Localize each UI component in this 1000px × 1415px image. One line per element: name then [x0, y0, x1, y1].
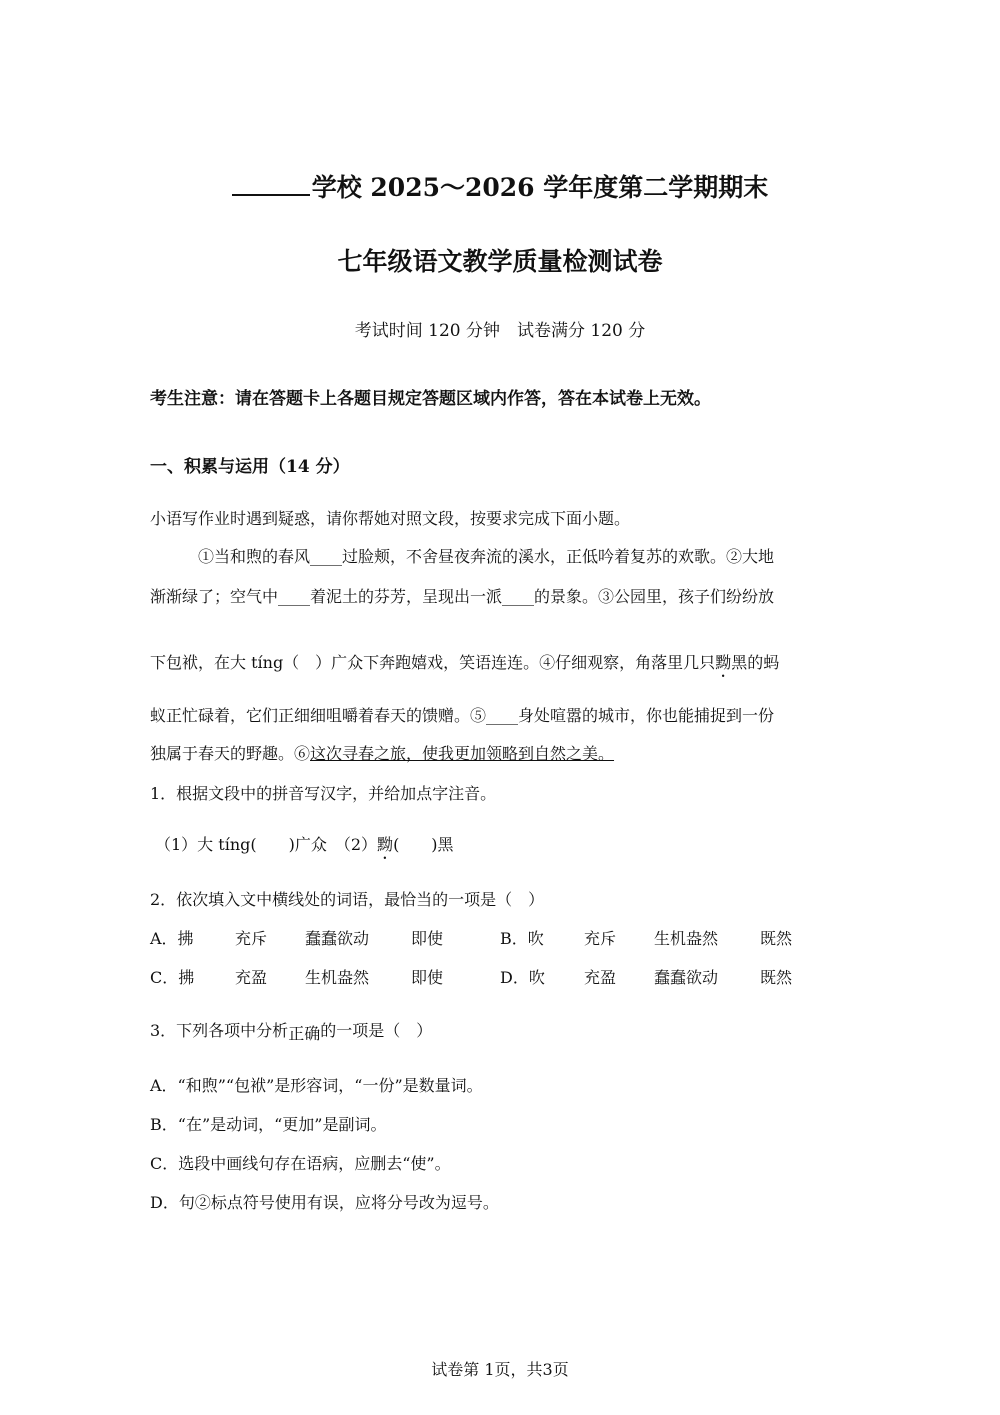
- passage-line-5: [150, 741, 614, 764]
- q2-option-c: C．拂: [150, 968, 195, 987]
- passage-line-3-text: 下包袱，在大 tíng（ ）广众下奔跑嬉戏，笑语连连。④仔细观察，角落里几只: [150, 653, 716, 672]
- page-footer: 试卷第 1页，共3页: [431, 1360, 569, 1379]
- passage-line-4: 蚁正忙碌着，它们正细细咀嚼着春天的馈赠。⑤____身处喧嚣的城市，你也能捕捉到一份: [150, 706, 775, 725]
- passage-line-3-end: 黑的蚂: [731, 653, 780, 672]
- q3-option-b: B．“在”是动词，“更加”是副词。: [150, 1115, 387, 1134]
- dotted-char: 黝: [715, 653, 732, 672]
- q1-parts: [155, 832, 454, 863]
- q3-stem: [150, 1018, 432, 1041]
- q3-option-d: D．句②标点符号使用有误，应将分号改为逗号。: [150, 1193, 499, 1212]
- q3-stem-keyword: 正确: [288, 1024, 321, 1043]
- school-name-blank: [232, 172, 310, 196]
- q3-stem-text: 3．下列各项中分析: [150, 1021, 289, 1040]
- section1-heading: 一、积累与运用（14 分）: [150, 457, 350, 477]
- passage-line-3: [150, 650, 779, 681]
- q1-part1: （1）大 tíng( )广众: [155, 835, 327, 854]
- q1-part2-dotted-char: 黝: [377, 835, 394, 854]
- section1-intro: 小语写作业时遇到疑惑，请你帮她对照文段，按要求完成下面小题。: [150, 509, 631, 528]
- q2-option-a-word4: 即使: [411, 929, 444, 948]
- exam-title-line2: 七年级语文教学质量检测试卷: [337, 247, 663, 276]
- passage-line-1: ①当和煦的春风____过脸颊，不舍昼夜奔流的溪水，正低吟着复苏的欢歌。②大地: [198, 547, 775, 566]
- q1-stem: 1．根据文段中的拼音写汉字，并给加点字注音。: [150, 784, 497, 803]
- full-score: 试卷满分 120 分: [517, 321, 646, 341]
- q2-option-d-word3: 蠢蠢欲动: [654, 968, 719, 987]
- passage-line-2: 渐渐绿了；空气中____着泥土的芬芳，呈现出一派____的景象。③公园里，孩子们纷纷放: [150, 587, 775, 606]
- exam-meta: [0, 316, 1000, 341]
- q2-option-b: B．吹: [500, 929, 544, 948]
- q2-option-c-word4: 即使: [411, 968, 444, 987]
- q3-option-a: A．“和煦”“包袱”是形容词，“一份”是数量词。: [150, 1076, 483, 1095]
- q2-option-a-word2: 充斥: [235, 929, 268, 948]
- q2-option-a-word3: 蠢蠢欲动: [305, 929, 370, 948]
- q1-part2-end: ( )黑: [393, 835, 454, 854]
- q1-part2-label: （2）: [334, 835, 378, 854]
- q3-stem-end: 的一项是（ ）: [320, 1021, 433, 1040]
- q2-option-d-word4: 既然: [760, 968, 793, 987]
- q2-option-c-word2: 充盈: [235, 968, 268, 987]
- q2-option-d: D．吹: [500, 968, 545, 987]
- title-line1-text: 学校 2025～2026 学年度第二学期期末: [311, 173, 769, 202]
- q2-option-b-word4: 既然: [760, 929, 793, 948]
- underlined-sentence: 这次寻春之旅，使我更加领略到自然之美。: [310, 744, 615, 763]
- q2-option-c-word3: 生机盎然: [305, 968, 370, 987]
- q2-stem: 2．依次填入文中横线处的词语，最恰当的一项是（ ）: [150, 890, 545, 909]
- q2-option-a: A．拂: [150, 929, 194, 948]
- q2-option-b-word3: 生机盎然: [654, 929, 719, 948]
- q2-option-d-word2: 充盈: [584, 968, 617, 987]
- passage-line-5-text: 独属于春天的野趣。⑥: [150, 744, 311, 763]
- candidate-notice: 考生注意：请在答题卡上各题目规定答题区域内作答，答在本试卷上无效。: [150, 389, 711, 409]
- exam-time: 考试时间 120 分钟: [354, 321, 500, 341]
- q3-option-c: C．选段中画线句存在语病，应删去“使”。: [150, 1154, 451, 1173]
- q2-option-b-word2: 充斥: [584, 929, 617, 948]
- exam-title-line1: [0, 168, 1000, 204]
